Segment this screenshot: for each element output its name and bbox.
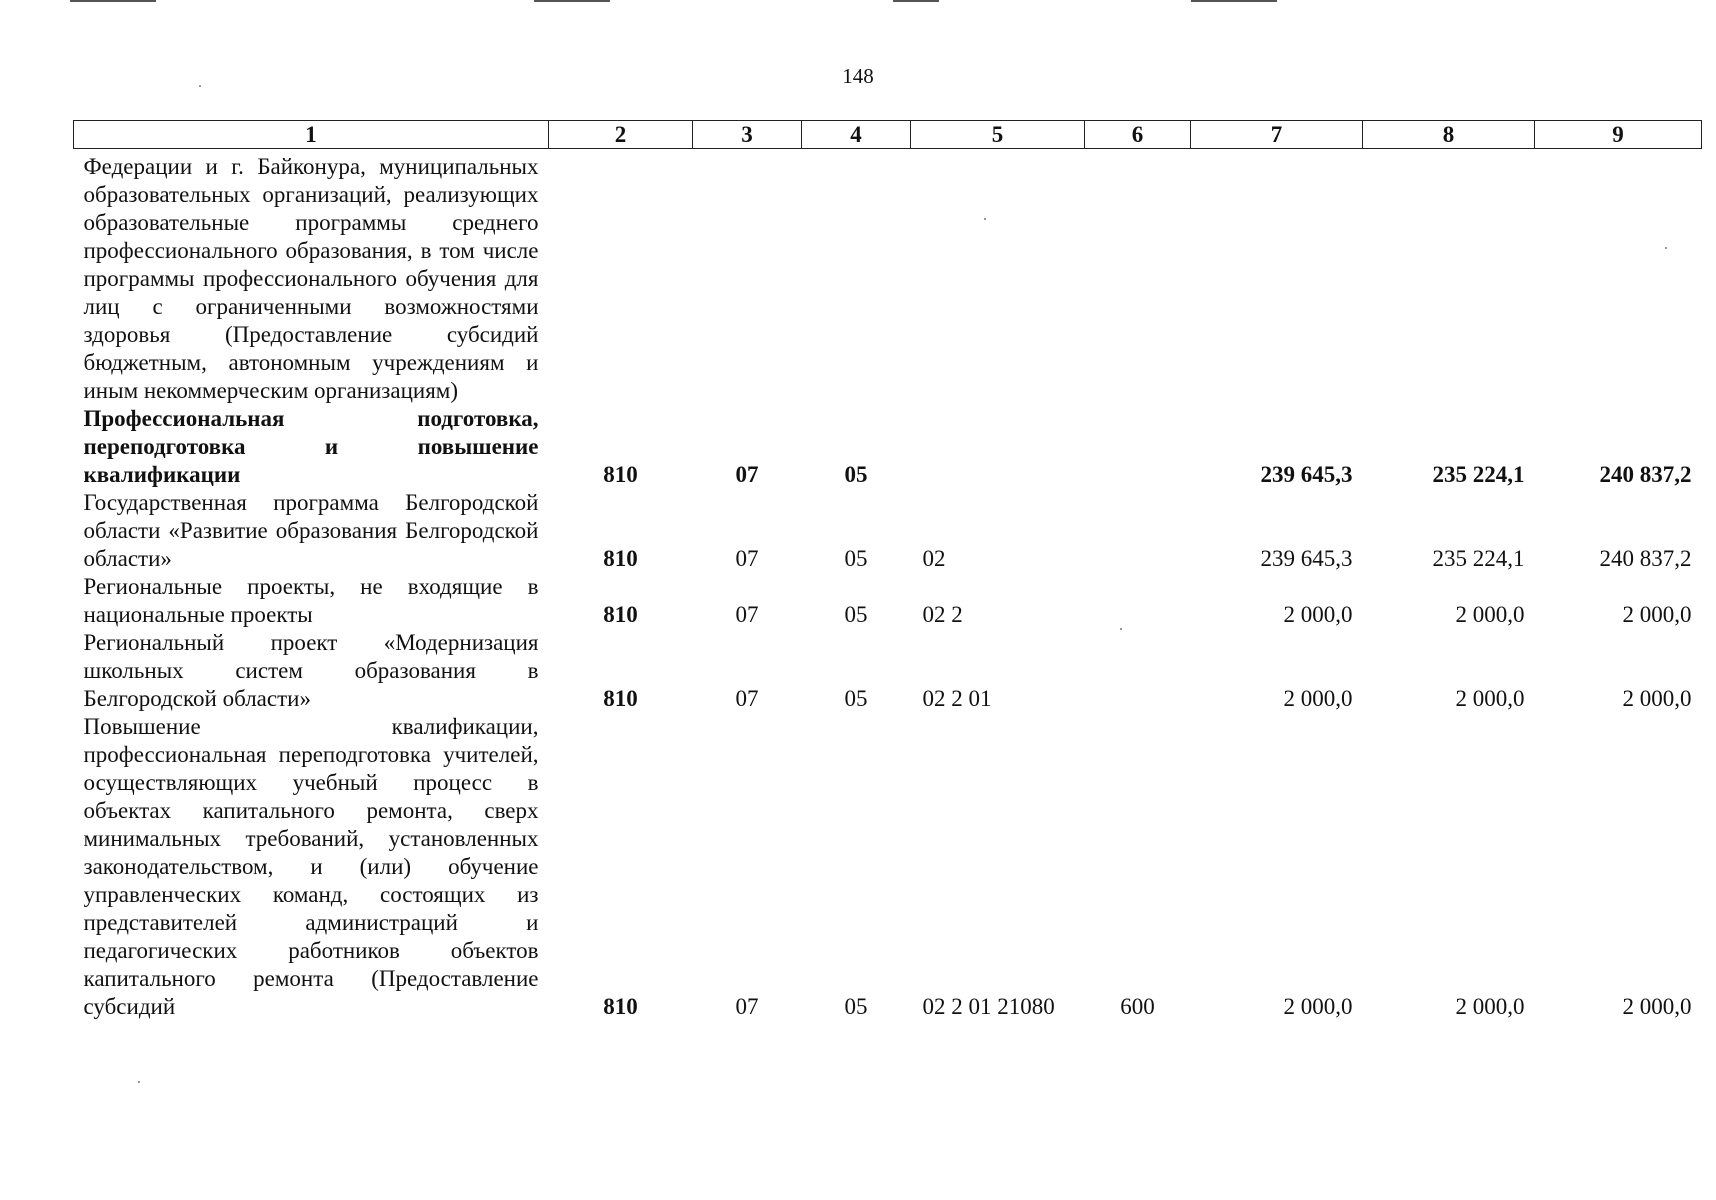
cell-rz: [693, 149, 802, 406]
cell-csr: 02 2 01: [922, 686, 992, 711]
row-name: Региональные проекты, не входящие в национальные проекты: [83, 574, 539, 627]
cell-rz: 07: [735, 994, 759, 1019]
scan-edge-mark: [534, 0, 610, 2]
cell-csr: 02 2: [922, 602, 963, 627]
cell-year3: 2 000,0: [1622, 602, 1692, 627]
scan-edge-mark: [893, 0, 939, 2]
row-name: Федерации и г. Байконура, муниципальных образовательных организаций, реализующих образовательные программы среднего профессионального образования, в том числе программы профессионального обучения для лиц с ограниченными возможностями здоровья (Предоставление субсидий бюджетным, автономным учреждениям и иным некоммерческим организациям): [83, 154, 539, 403]
cell-pr: 05: [844, 462, 868, 487]
cell-gr: 810: [603, 546, 638, 571]
cell-pr: 05: [844, 546, 868, 571]
header-row: [74, 121, 1702, 149]
cell-vr: [1085, 149, 1191, 406]
cell-csr: 02 2 01 21080: [922, 994, 1055, 1019]
cell-gr: 810: [603, 602, 638, 627]
column-header: 8: [1363, 121, 1535, 149]
cell-pr: 05: [844, 602, 868, 627]
cell-csr: [911, 149, 1085, 406]
table-row: [74, 573, 1702, 629]
cell-vr: 600: [1120, 994, 1155, 1019]
cell-vr: [1085, 405, 1191, 489]
row-name: Повышение квалификации, профессиональная переподготовка учителей, осуществляющих учебный процесс в объектах капитального ремонта, сверх минимальных требований, установленных законодательством, и (или) обучение управленческих команд, состоящих из представителей администраций и педагогических работников объектов капитального ремонта (Предоставление субсидий: [83, 714, 539, 1019]
column-header: 5: [911, 121, 1085, 149]
row-name: Государственная программа Белгородской области «Развитие образования Белгородской области»: [83, 490, 539, 571]
cell-gr: 810: [603, 686, 638, 711]
table-row: [74, 149, 1702, 406]
column-header: 9: [1535, 121, 1702, 149]
column-header: 3: [693, 121, 802, 149]
cell-vr: [1085, 489, 1191, 573]
table-row: [74, 405, 1702, 489]
page-number: 148: [842, 64, 874, 88]
cell-year2: 2 000,0: [1455, 994, 1525, 1019]
cell-pr: 05: [844, 686, 868, 711]
column-header: 1: [74, 121, 549, 149]
cell-year3: 240 837,2: [1599, 546, 1692, 571]
cell-year1: 2 000,0: [1283, 602, 1353, 627]
cell-year3: 240 837,2: [1599, 462, 1692, 487]
column-header: 4: [802, 121, 911, 149]
scan-speck: [138, 1081, 140, 1083]
cell-year2: 235 224,1: [1432, 546, 1525, 571]
cell-year3: 2 000,0: [1622, 994, 1692, 1019]
cell-year2: 235 224,1: [1432, 462, 1525, 487]
budget-table: [73, 120, 1702, 1021]
cell-gr: 810: [603, 462, 638, 487]
cell-gr: [549, 149, 693, 406]
table-row: [74, 489, 1702, 573]
cell-year3: [1535, 149, 1702, 406]
column-header: 6: [1085, 121, 1191, 149]
cell-year1: 2 000,0: [1283, 994, 1353, 1019]
cell-gr: 810: [603, 994, 638, 1019]
column-header: 7: [1191, 121, 1363, 149]
cell-year2: 2 000,0: [1455, 602, 1525, 627]
table-row: [74, 713, 1702, 1021]
cell-year2: [1363, 149, 1535, 406]
cell-year2: 2 000,0: [1455, 686, 1525, 711]
cell-vr: [1085, 573, 1191, 629]
table-row: [74, 629, 1702, 713]
cell-csr: 02: [922, 546, 946, 571]
cell-year1: [1191, 149, 1363, 406]
cell-year1: 2 000,0: [1283, 686, 1353, 711]
cell-year1: 239 645,3: [1260, 546, 1353, 571]
cell-rz: 07: [735, 686, 759, 711]
cell-vr: [1085, 629, 1191, 713]
cell-pr: [802, 149, 911, 406]
column-header: 2: [549, 121, 693, 149]
cell-pr: 05: [844, 994, 868, 1019]
cell-year3: 2 000,0: [1622, 686, 1692, 711]
cell-rz: 07: [735, 602, 759, 627]
scan-edge-mark: [70, 0, 156, 2]
scan-edge-mark: [1191, 0, 1277, 2]
row-name: Профессиональная подготовка, переподготовка и повышение квалификации: [83, 406, 539, 487]
cell-rz: 07: [735, 546, 759, 571]
row-name: Региональный проект «Модернизация школьных систем образования в Белгородской области»: [83, 630, 539, 711]
cell-csr: [911, 405, 1085, 489]
cell-rz: 07: [735, 462, 759, 487]
cell-year1: 239 645,3: [1260, 462, 1353, 487]
